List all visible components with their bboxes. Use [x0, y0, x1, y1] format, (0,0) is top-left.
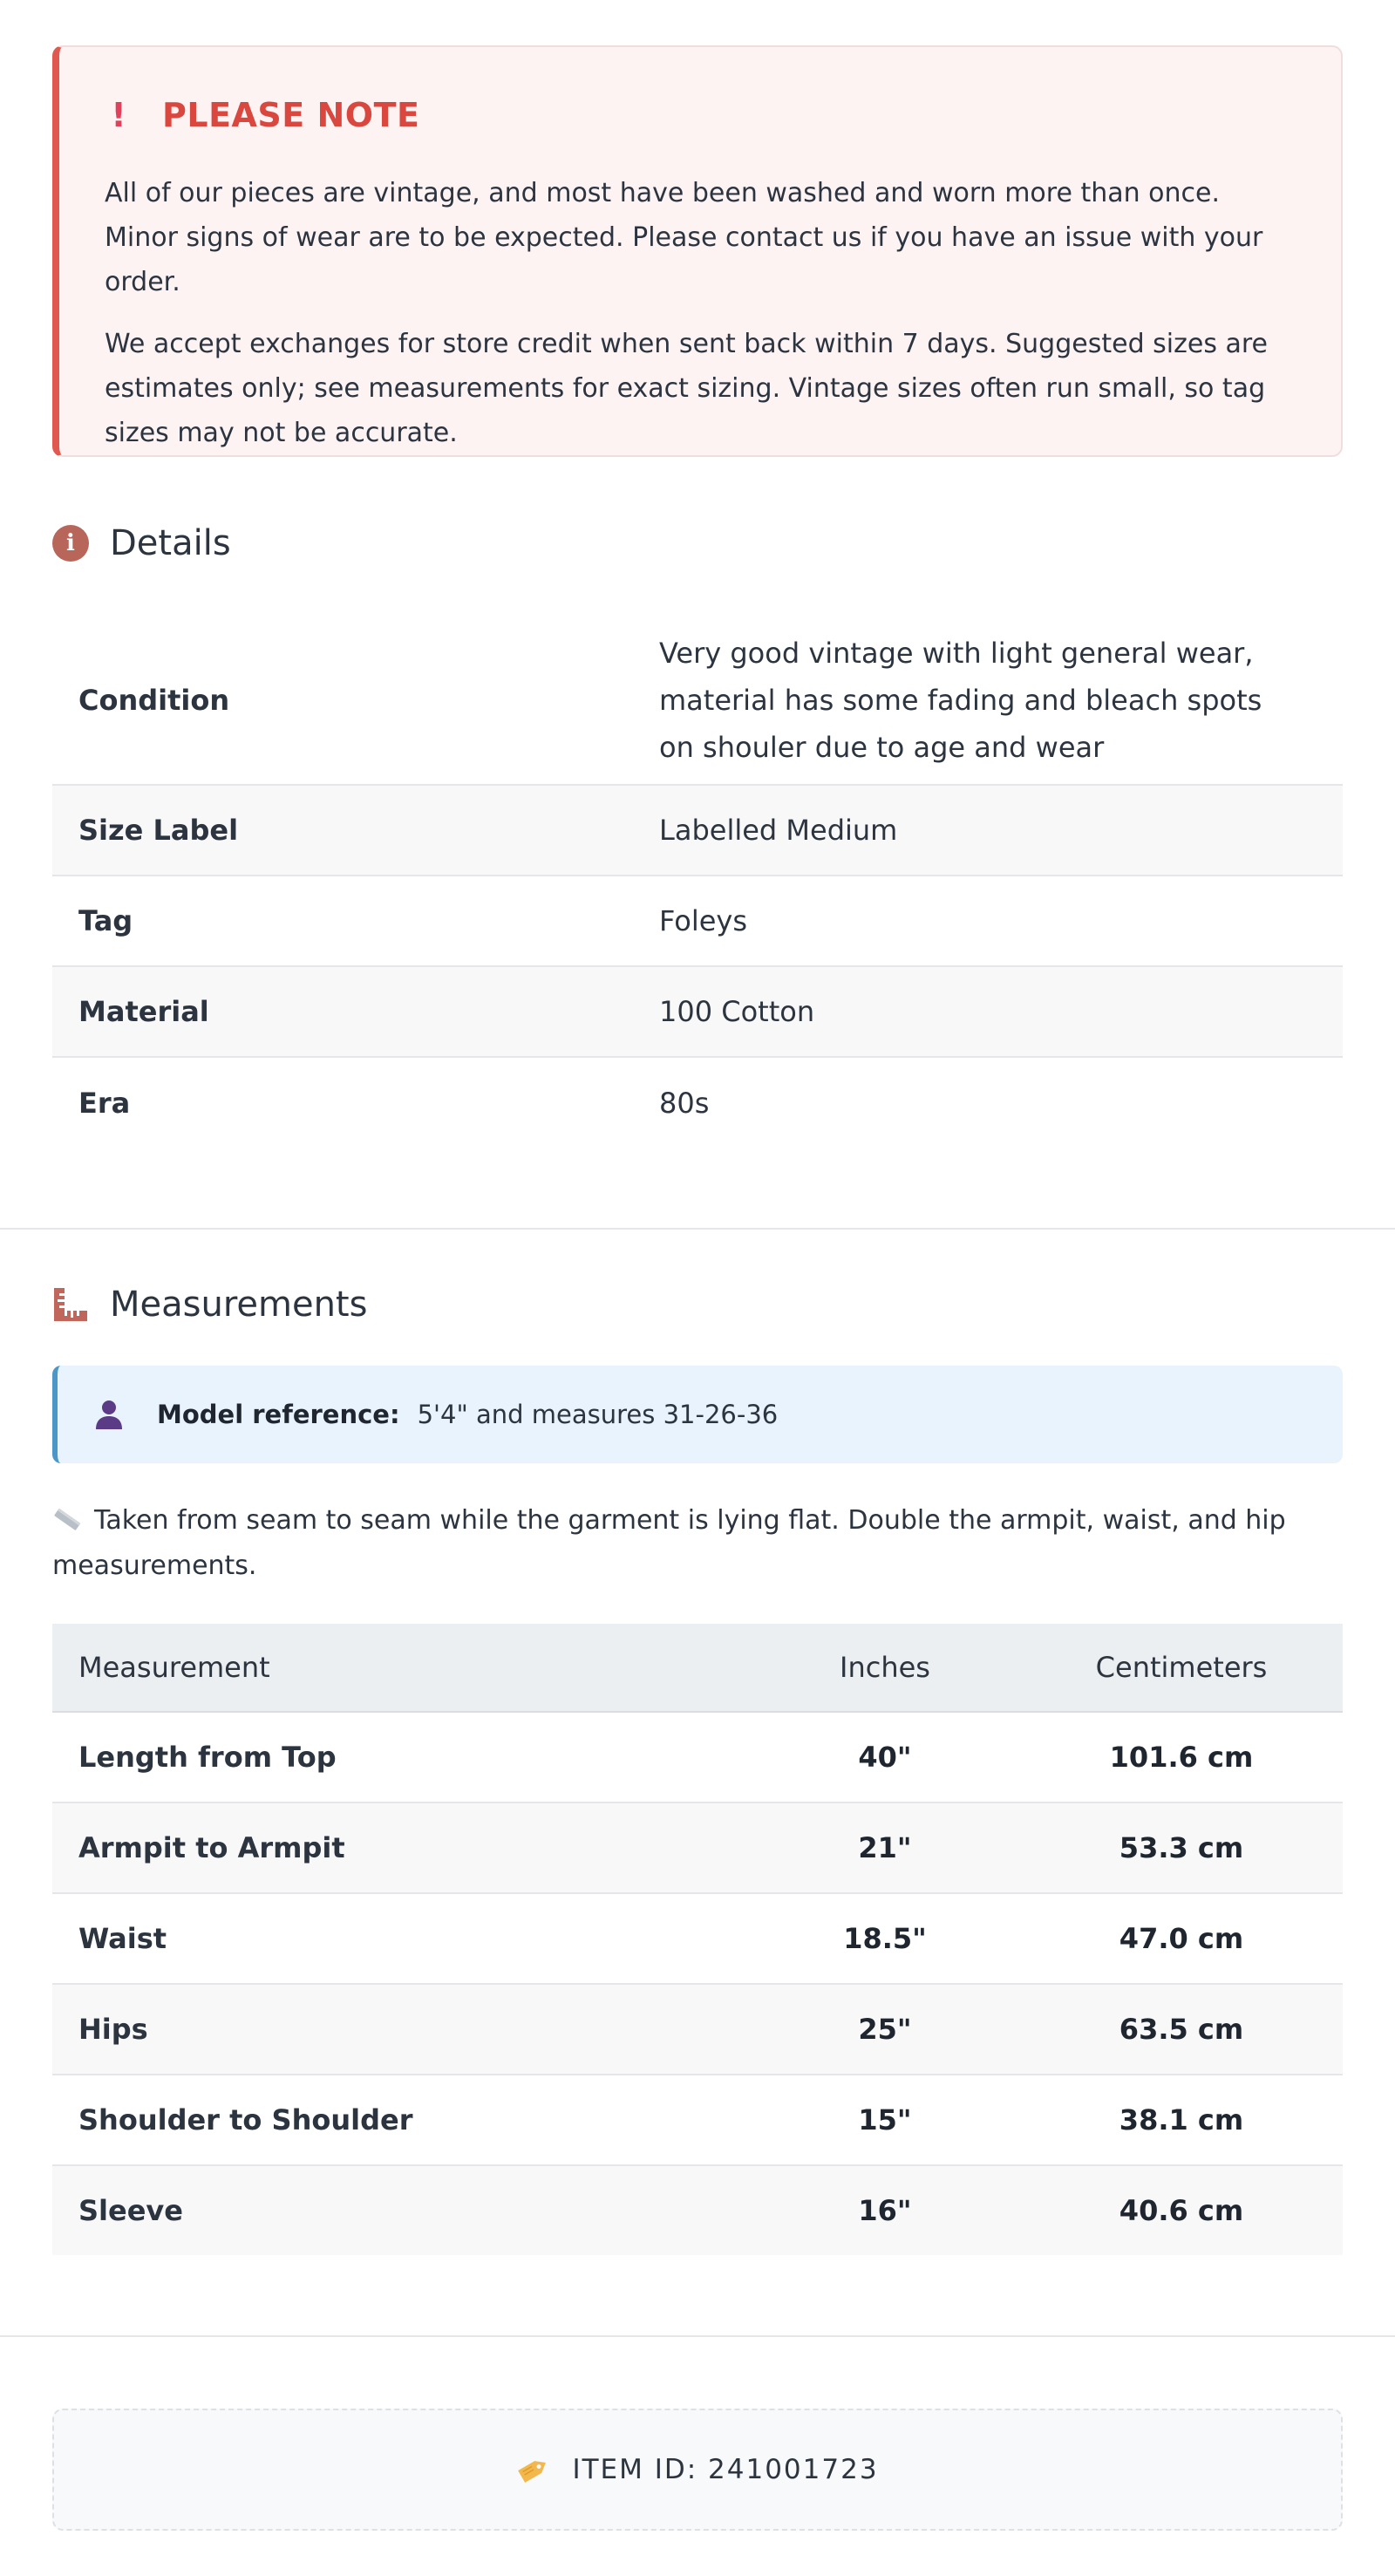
person-icon [92, 1398, 126, 1431]
measurement-inches: 21" [858, 1831, 912, 1864]
details-key: Tag [78, 904, 133, 937]
details-key: Size Label [78, 814, 239, 847]
details-header [52, 517, 231, 569]
details-value: 100 Cotton [659, 995, 815, 1028]
details-value: Very good vintage with light general wear, material has some fading and bleach spots on shouler due to age and wear [659, 636, 1262, 764]
details-row-tag [52, 876, 1343, 966]
section-divider [0, 2335, 1395, 2337]
notice-paragraph: All of our pieces are vintage, and most have been washed and worn more than once. Minor signs of wear are to be expected. Please contact us if you have an issue with your order. [105, 178, 1263, 297]
table-row [52, 1984, 1343, 2075]
notice-title: PLEASE NOTE [162, 96, 420, 134]
model-reference-value: 5'4" and measures 31-26-36 [417, 1400, 779, 1429]
measurement-cm: 53.3 cm [1119, 1831, 1244, 1864]
details-row-material [52, 966, 1343, 1057]
table-row [52, 2075, 1343, 2165]
details-value: Foleys [659, 904, 748, 937]
measurement-name: Waist [78, 1922, 167, 1955]
table-row [52, 1712, 1343, 1803]
measurement-cm: 101.6 cm [1109, 1741, 1254, 1774]
table-row [52, 2165, 1343, 2255]
details-title: Details [110, 523, 231, 563]
ruler-icon [52, 1286, 89, 1323]
measurement-note [52, 1498, 1325, 1589]
measurement-name: Hips [78, 2013, 148, 2046]
details-key: Condition [78, 683, 230, 717]
measurement-inches: 15" [858, 2103, 912, 2136]
measurements-table [52, 1624, 1343, 2255]
measurement-inches: 25" [858, 2013, 912, 2046]
measurement-name: Shoulder to Shoulder [78, 2103, 413, 2136]
measurement-inches: 18.5" [843, 1922, 927, 1955]
measurement-cm: 40.6 cm [1119, 2194, 1244, 2227]
details-key: Material [78, 995, 209, 1028]
column-header-measurement: Measurement [52, 1624, 750, 1712]
notice-header [105, 96, 1297, 134]
tag-icon [516, 2454, 551, 2485]
measurement-note-text: Taken from seam to seam while the garment is lying flat. Double the armpit, waist, and hip measurements. [52, 1505, 1286, 1581]
table-row [52, 1803, 1343, 1893]
measurement-cm: 47.0 cm [1119, 1922, 1244, 1955]
item-id-label: ITEM ID: 241001723 [572, 2454, 879, 2485]
section-divider [0, 1228, 1395, 1230]
notice-paragraph: We accept exchanges for store credit when sent back within 7 days. Suggested sizes are estimates only; see measurements for exact sizing. Vintage sizes often run small, so tag sizes may not be accurate. [105, 329, 1269, 448]
measurement-cm: 38.1 cm [1119, 2103, 1244, 2136]
pencil-icon [52, 1508, 84, 1532]
column-header-inches: Inches [750, 1624, 1020, 1712]
measurement-inches: 16" [858, 2194, 912, 2227]
details-row-condition [52, 616, 1343, 785]
details-value: Labelled Medium [659, 814, 898, 847]
table-header-row [52, 1624, 1343, 1712]
details-table [52, 616, 1343, 1148]
exclamation-icon: ! [111, 96, 126, 134]
column-header-centimeters: Centimeters [1020, 1624, 1343, 1712]
table-row [52, 1893, 1343, 1984]
measurement-name: Sleeve [78, 2194, 183, 2227]
measurements-title: Measurements [110, 1285, 368, 1325]
measurement-inches: 40" [858, 1741, 912, 1774]
measurement-name: Armpit to Armpit [78, 1831, 345, 1864]
details-key: Era [78, 1086, 131, 1120]
measurement-name: Length from Top [78, 1741, 337, 1774]
measurements-header [52, 1278, 367, 1331]
details-row-size-label [52, 785, 1343, 876]
notice-box [52, 45, 1343, 457]
model-reference-box [52, 1366, 1343, 1463]
details-row-era [52, 1057, 1343, 1148]
item-id-box [52, 2409, 1343, 2531]
details-value: 80s [659, 1086, 710, 1120]
measurement-cm: 63.5 cm [1119, 2013, 1244, 2046]
info-icon: i [52, 525, 89, 562]
model-reference-label: Model reference: [157, 1400, 400, 1429]
